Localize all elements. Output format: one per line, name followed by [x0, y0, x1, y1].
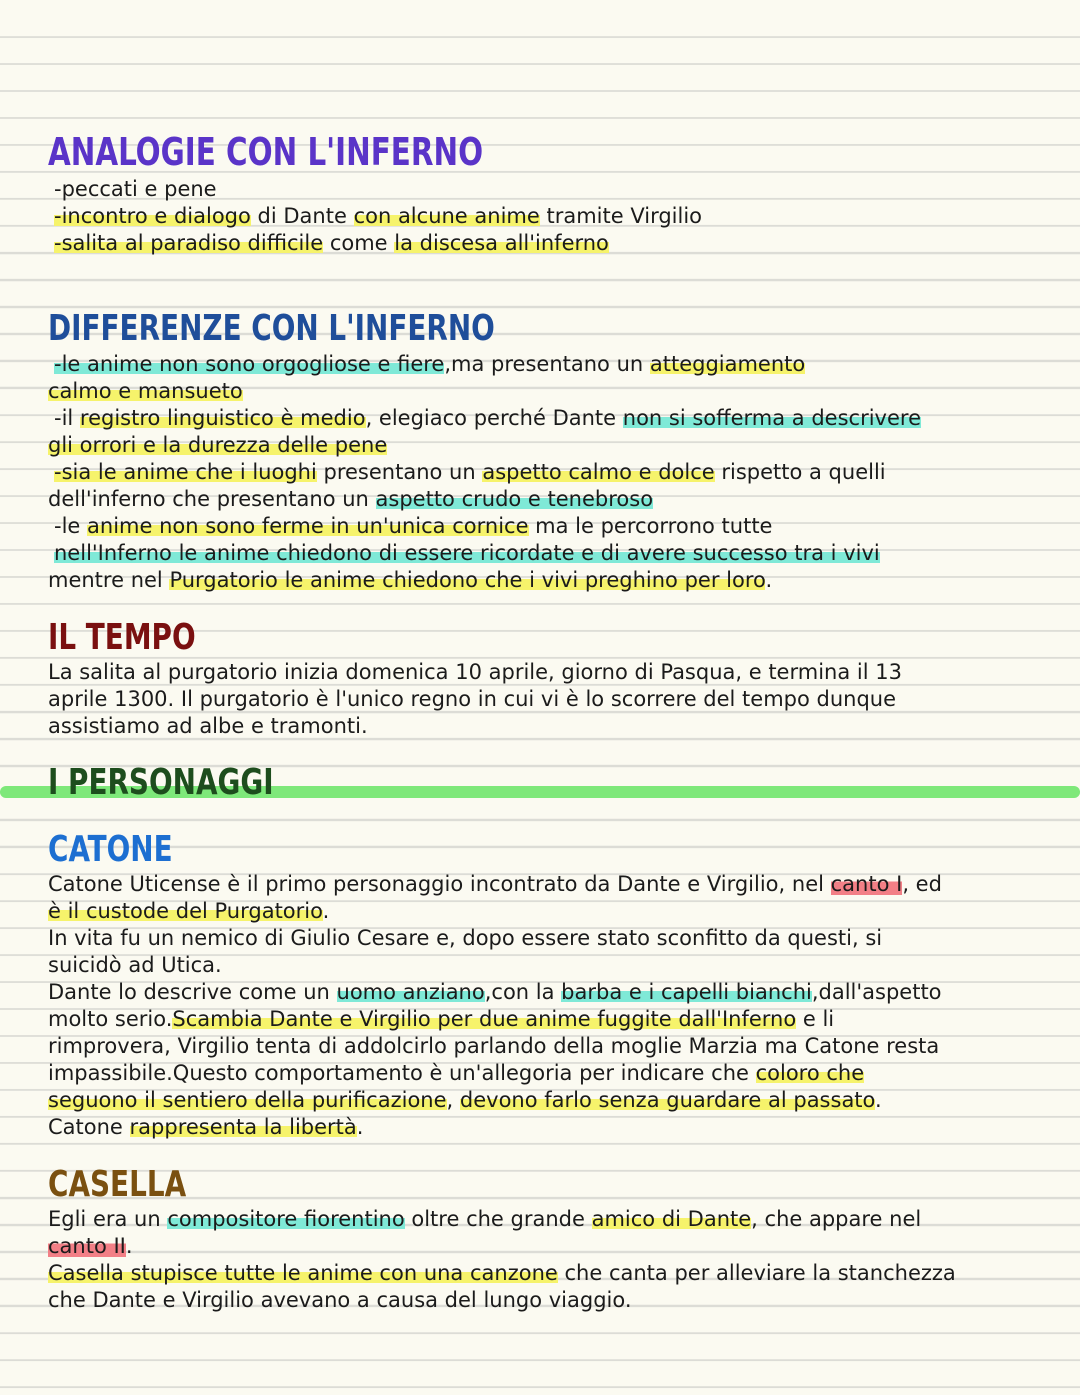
- highlighted-text: -sia le anime che i luoghi: [54, 460, 317, 484]
- text-line: [48, 230, 702, 257]
- text-line: [48, 1060, 942, 1087]
- text-line: [48, 979, 942, 1006]
- text-segment: impassibile.Questo comportamento è un'allegoria per indicare che: [48, 1061, 756, 1085]
- text-line: [48, 432, 921, 459]
- text-line: [48, 378, 921, 405]
- text-segment: rispetto a quelli: [714, 460, 886, 484]
- text-line: [48, 567, 921, 594]
- heading-catone: CATONE: [48, 829, 173, 870]
- text-line: [48, 1260, 956, 1287]
- text-segment: .: [356, 1115, 364, 1139]
- highlighted-text: registro linguistico è medio: [79, 406, 366, 430]
- highlighted-text: nell'Inferno le anime chiedono di essere ricordate e di avere successo tra i vivi: [54, 541, 880, 565]
- highlighted-text: -incontro e dialogo: [54, 204, 251, 228]
- highlighted-text: è il custode del Purgatorio: [48, 899, 323, 923]
- text-line: [48, 686, 902, 713]
- text-segment: La salita al purgatorio inizia domenica 10 aprile, giorno di Pasqua, e termina il 13: [48, 660, 902, 684]
- text-line: [48, 486, 921, 513]
- text-segment: aprile 1300. Il purgatorio è l'unico regno in cui vi è lo scorrere del tempo dunque: [48, 687, 897, 711]
- text-line: [48, 871, 942, 898]
- text-segment: ,: [446, 1088, 460, 1112]
- text-segment: di Dante: [250, 204, 354, 228]
- text-segment: presentano un: [316, 460, 483, 484]
- text-segment: dell'inferno che presentano un: [48, 487, 376, 511]
- text-segment: -peccati e pene: [54, 177, 217, 201]
- text-segment: .: [125, 1234, 133, 1258]
- text-segment: Catone Uticense è il primo personaggio incontrato da Dante e Virgilio, nel: [48, 872, 831, 896]
- highlighted-text: seguono il sentiero della purificazione: [48, 1088, 447, 1112]
- text-segment: Dante lo descrive come un: [48, 980, 337, 1004]
- text-line: [48, 1233, 956, 1260]
- text-segment: .: [322, 899, 330, 923]
- text-line: [48, 203, 702, 230]
- highlighted-text: -salita al paradiso difficile: [54, 231, 324, 255]
- text-line: [48, 176, 702, 203]
- heading-personaggi: I PERSONAGGI: [48, 762, 274, 803]
- highlighted-text: atteggiamento: [649, 352, 806, 376]
- text-line: [48, 513, 921, 540]
- highlighted-text: barba e i capelli bianchi: [561, 980, 812, 1004]
- text-segment: ma le percorrono tutte: [528, 514, 773, 538]
- text-segment: ,dall'aspetto: [811, 980, 942, 1004]
- text-line: [48, 405, 921, 432]
- text-segment: assistiamo ad albe e tramonti.: [48, 714, 368, 738]
- text-segment: , elegiaco perché Dante: [365, 406, 623, 430]
- text-segment: , ed: [902, 872, 942, 896]
- text-line: [48, 459, 921, 486]
- highlighted-text: compositore fiorentino: [167, 1207, 405, 1231]
- highlighted-text: -le anime non sono orgogliose e fiere: [54, 352, 445, 376]
- text-segment: Egli era un: [48, 1207, 168, 1231]
- text-segment: oltre che grande: [404, 1207, 592, 1231]
- text-segment: e li: [796, 1007, 835, 1031]
- highlighted-text: anime non sono ferme in un'unica cornice: [87, 514, 529, 538]
- text-line: [48, 952, 942, 979]
- text-line: [48, 540, 921, 567]
- highlighted-text: non si sofferma a descrivere: [622, 406, 921, 430]
- text-line: [48, 659, 902, 686]
- list-analogie: [48, 176, 702, 257]
- highlighted-text: calmo e mansueto: [48, 379, 243, 403]
- text-segment: In vita fu un nemico di Giulio Cesare e, dopo essere stato sconfitto da questi, si: [48, 926, 883, 950]
- paragraph-tempo: [48, 659, 902, 740]
- text-line: [48, 1087, 942, 1114]
- highlighted-text: Casella stupisce tutte le anime con una canzone: [48, 1261, 558, 1285]
- text-line: [48, 1287, 956, 1314]
- text-segment: , che appare nel: [751, 1207, 922, 1231]
- text-line: [48, 1033, 942, 1060]
- paragraph-catone: [48, 871, 942, 1141]
- text-segment: Catone: [48, 1115, 130, 1139]
- highlighted-text: Scambia Dante e Virgilio per due anime fuggite dall'Inferno: [172, 1007, 797, 1031]
- text-segment: che Dante e Virgilio avevano a causa del lungo viaggio.: [48, 1288, 632, 1312]
- text-segment: .: [875, 1088, 882, 1112]
- heading-analogie: ANALOGIE CON L'INFERNO: [48, 130, 484, 174]
- text-line: [48, 1006, 942, 1033]
- highlighted-text: canto II: [48, 1234, 126, 1258]
- text-segment: suicidò ad Utica.: [48, 953, 222, 977]
- highlighted-text: devono farlo senza guardare al passato: [459, 1088, 876, 1112]
- highlighted-text: aspetto crudo e tenebroso: [375, 487, 654, 511]
- text-segment: molto serio.: [48, 1007, 173, 1031]
- highlighted-text: uomo anziano: [336, 980, 485, 1004]
- text-line: [48, 1206, 956, 1233]
- text-line: [48, 925, 942, 952]
- text-line: [48, 1114, 942, 1141]
- text-segment: mentre nel: [48, 568, 170, 592]
- heading-tempo: IL TEMPO: [48, 617, 196, 658]
- highlighted-text: amico di Dante: [591, 1207, 752, 1231]
- highlighted-text: aspetto calmo e dolce: [482, 460, 715, 484]
- highlighted-text: rappresenta la libertà: [129, 1115, 357, 1139]
- text-segment: ,ma presentano un: [444, 352, 650, 376]
- text-segment: ,con la: [484, 980, 562, 1004]
- text-line: [48, 713, 902, 740]
- highlighted-text: canto I: [830, 872, 903, 896]
- heading-differenze: DIFFERENZE CON L'INFERNO: [48, 308, 495, 349]
- text-line: [48, 898, 942, 925]
- text-segment: -il: [54, 406, 80, 430]
- highlighted-text: gli orrori e la durezza delle pene: [48, 433, 388, 457]
- text-line: [48, 351, 921, 378]
- highlighted-text: la discesa all'inferno: [394, 231, 609, 255]
- paragraph-casella: [48, 1206, 956, 1314]
- highlighted-text: con alcune anime: [353, 204, 540, 228]
- text-segment: -le: [54, 514, 88, 538]
- heading-casella: CASELLA: [48, 1164, 187, 1205]
- text-segment: .: [765, 568, 773, 592]
- text-segment: rimprovera, Virgilio tenta di addolcirlo parlando della moglie Marzia ma Catone resta: [48, 1034, 940, 1058]
- text-segment: come: [323, 231, 395, 255]
- highlighted-text: Purgatorio le anime chiedono che i vivi preghino per loro: [169, 568, 766, 592]
- list-differenze: [48, 351, 921, 594]
- highlighted-text: coloro che: [755, 1061, 865, 1085]
- text-segment: che canta per alleviare la stanchezza: [557, 1261, 956, 1285]
- text-segment: tramite Virgilio: [539, 204, 703, 228]
